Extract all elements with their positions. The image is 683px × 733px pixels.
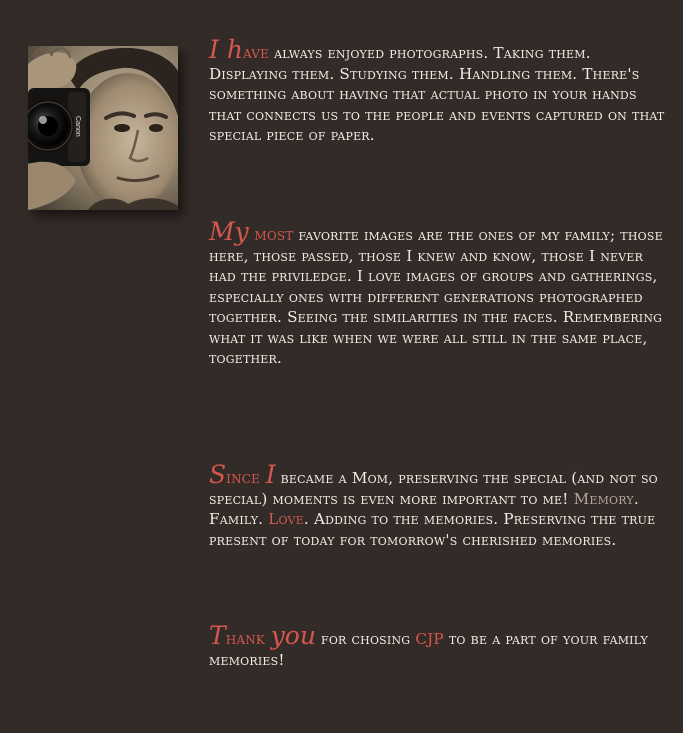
lead-script-2: I — [265, 460, 276, 489]
svg-text:Canon: Canon — [74, 116, 81, 137]
highlight-love: Love — [268, 510, 304, 528]
lead-script: My — [209, 217, 249, 246]
paragraph-text: favorite images are the ones of my family; those here, those passed, those I knew and know, those I never had the priviledge. I love images of groups and gatherings, especially ones with different generations photographed together. Seeing the similarities in the faces. Remembering what it was like when we were all still in the same place, together. — [209, 226, 663, 367]
paragraph-3 — [209, 460, 674, 550]
profile-photo — [28, 46, 178, 210]
separator-text: . Family. — [209, 489, 639, 528]
paragraph-2 — [209, 217, 674, 369]
lead-smallcaps: ince — [226, 468, 266, 488]
paragraph-4 — [209, 621, 674, 670]
paragraph-text-2: to be a part of your family memories! — [209, 630, 648, 669]
lead-smallcaps: most — [248, 225, 294, 245]
paragraph-1 — [209, 35, 674, 146]
lead-smallcaps: hank — [225, 629, 271, 649]
photographer-selfie-with-camera-icon — [28, 46, 178, 210]
paragraph-text: became a Mom, preserving the special (and not so special) moments is even more important to me! — [209, 469, 658, 508]
lead-script: T — [209, 621, 226, 650]
lead-script: S — [209, 460, 227, 489]
highlight-cjp: CJP — [415, 630, 444, 648]
lead-script: I h — [209, 35, 243, 64]
lead-smallcaps: ave — [242, 43, 270, 63]
paragraph-text: always enjoyed photographs. Taking them. Displaying them. Studying them. Handling them. There's something about having that actual photo in your hands that connects us to the people and events captured on that special piece of paper. — [209, 44, 665, 144]
paragraph-text-2: . Adding to the memories. Preserving the true present of today for tomorrow's cherished memories. — [209, 510, 656, 549]
lead-script-2: you — [270, 621, 316, 650]
highlight-memory: Memory — [573, 489, 634, 508]
paragraph-text: for chosing — [315, 630, 416, 648]
